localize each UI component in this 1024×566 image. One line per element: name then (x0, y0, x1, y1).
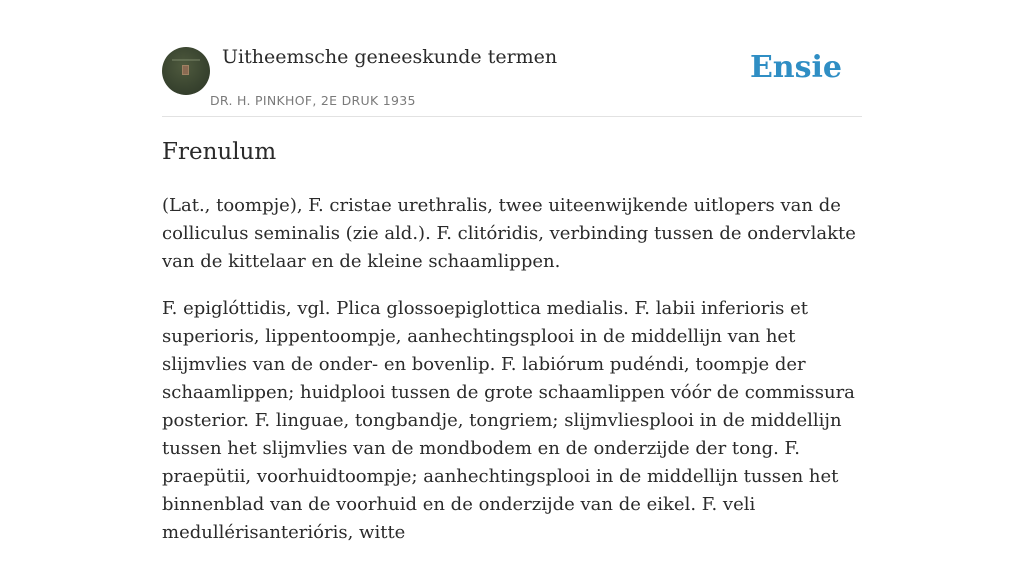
book-title[interactable]: Uitheemsche geneeskunde termen (222, 46, 558, 68)
book-author: DR. H. PINKHOF, 2E DRUK 1935 (210, 93, 416, 108)
cover-label (182, 65, 189, 75)
cover-line (172, 59, 200, 61)
entry-title: Frenulum (162, 139, 277, 165)
header (162, 40, 862, 117)
entry-paragraph: (Lat., toompje), F. cristae urethralis, twee uiteenwijkende uitlopers van de colliculus seminalis (zie ald.). F. clitóridis, verbinding tussen de ondervlakte van de kittelaar en de kleine schaamlippen. (162, 195, 856, 272)
book-cover-image[interactable] (162, 47, 210, 95)
ensie-logo[interactable]: Ensie (749, 50, 842, 85)
entry-paragraph: F. epiglóttidis, vgl. Plica glossoepiglottica medialis. F. labii inferioris et superioris, lippentoompje, aanhechtingsplooi in de middellijn van het slijmvlies van de onder- en bovenlip. F. labiórum pudéndi, toompje der schaamlippen; huidplooi tussen de grote schaamlippen vóór de commissura posterior. F. linguae, tongbandje, tongriem; slijmvliesplooi in de middellijn tussen het slijmvlies van de mondbodem en de onderzijde der tong. F. praepütii, voorhuidtoompje; aanhechtingsplooi in de middellijn tussen het binnenblad van de voorhuid en de onderzijde van de eikel. F. veli medullérisanterióris, witte (162, 298, 855, 543)
entry-body (162, 192, 862, 566)
